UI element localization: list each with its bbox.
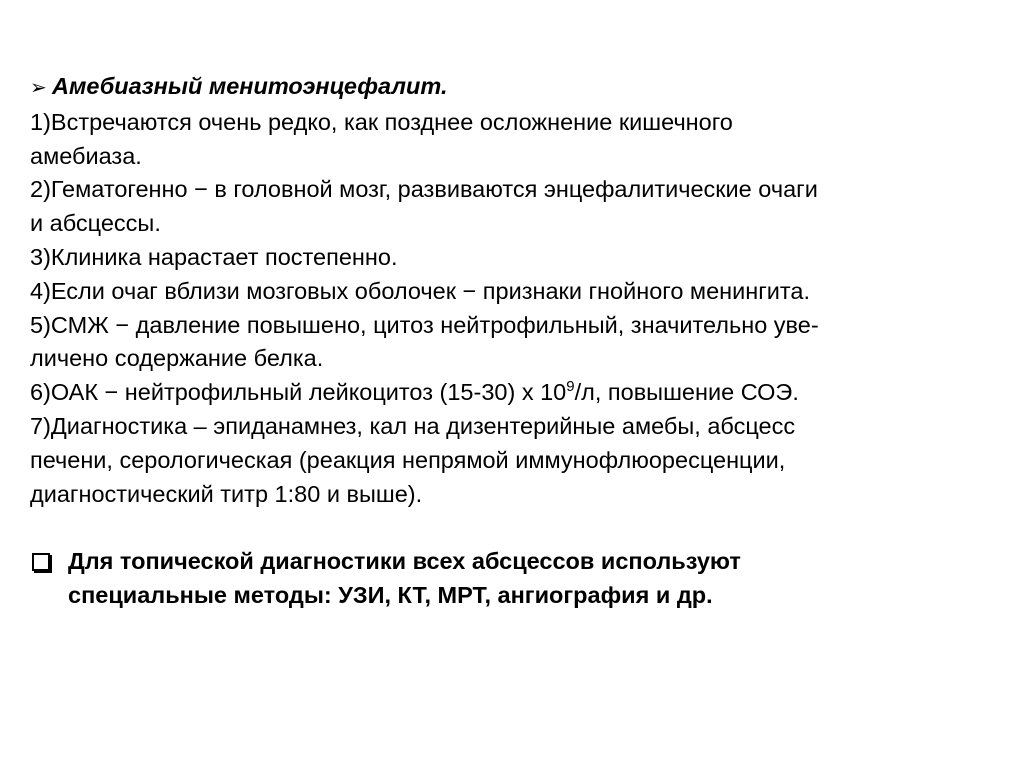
conclusion-line-1: Для топической диагностики всех абсцессов используют [68, 548, 741, 575]
text-line-6: 4)Если очаг вблизи мозговых оболочек − признаки гнойного менингита. [30, 277, 811, 304]
text-line-9 [30, 376, 1000, 410]
text-line-11: печени, серологическая (реакция непрямой иммунофлюоресценции, [30, 446, 786, 473]
text-line-7: 5)СМЖ − давление повышено, цитоз нейтрофильный, значительно уве- [30, 311, 819, 338]
text-line-9-main: 6)ОАК − нейтрофильный лейкоцитоз (15-30) х 10 [30, 379, 567, 406]
text-line-1: 1)Встречаются очень редко, как позднее осложнение кишечного [30, 108, 733, 135]
text-line-10: 7)Диагностика – эпиданамнез, кал на дизентерийные амебы, абсцесс [30, 412, 796, 439]
text-line-4: и абсцессы. [30, 210, 161, 237]
text-line-5: 3)Клиника нарастает постепенно. [30, 243, 398, 270]
exponent: 9 [566, 378, 575, 396]
conclusion-block [30, 545, 1000, 613]
heading-title: Амебиазный менитоэнцефалит. [52, 73, 448, 99]
text-line-12: диагностический титр 1:80 и выше). [30, 480, 423, 507]
spacer [30, 511, 1000, 545]
conclusion-text [68, 545, 1000, 613]
conclusion-line-2: специальные методы: УЗИ, КТ, МРТ, ангиография и др. [68, 582, 713, 609]
text-line-8: личено содержание белка. [30, 345, 324, 372]
slide-content [30, 70, 1000, 613]
arrow-bullet-icon: ➢ [30, 77, 47, 99]
slide-heading [30, 70, 1000, 106]
text-line-2: амебиаза. [30, 142, 142, 169]
text-line-9-tail: /л, повышение СОЭ. [574, 379, 799, 406]
checkbox-bullet-icon [30, 545, 68, 613]
text-line-3: 2)Гематогенно − в головной мозг, развиваются энцефалитические очаги [30, 176, 818, 203]
